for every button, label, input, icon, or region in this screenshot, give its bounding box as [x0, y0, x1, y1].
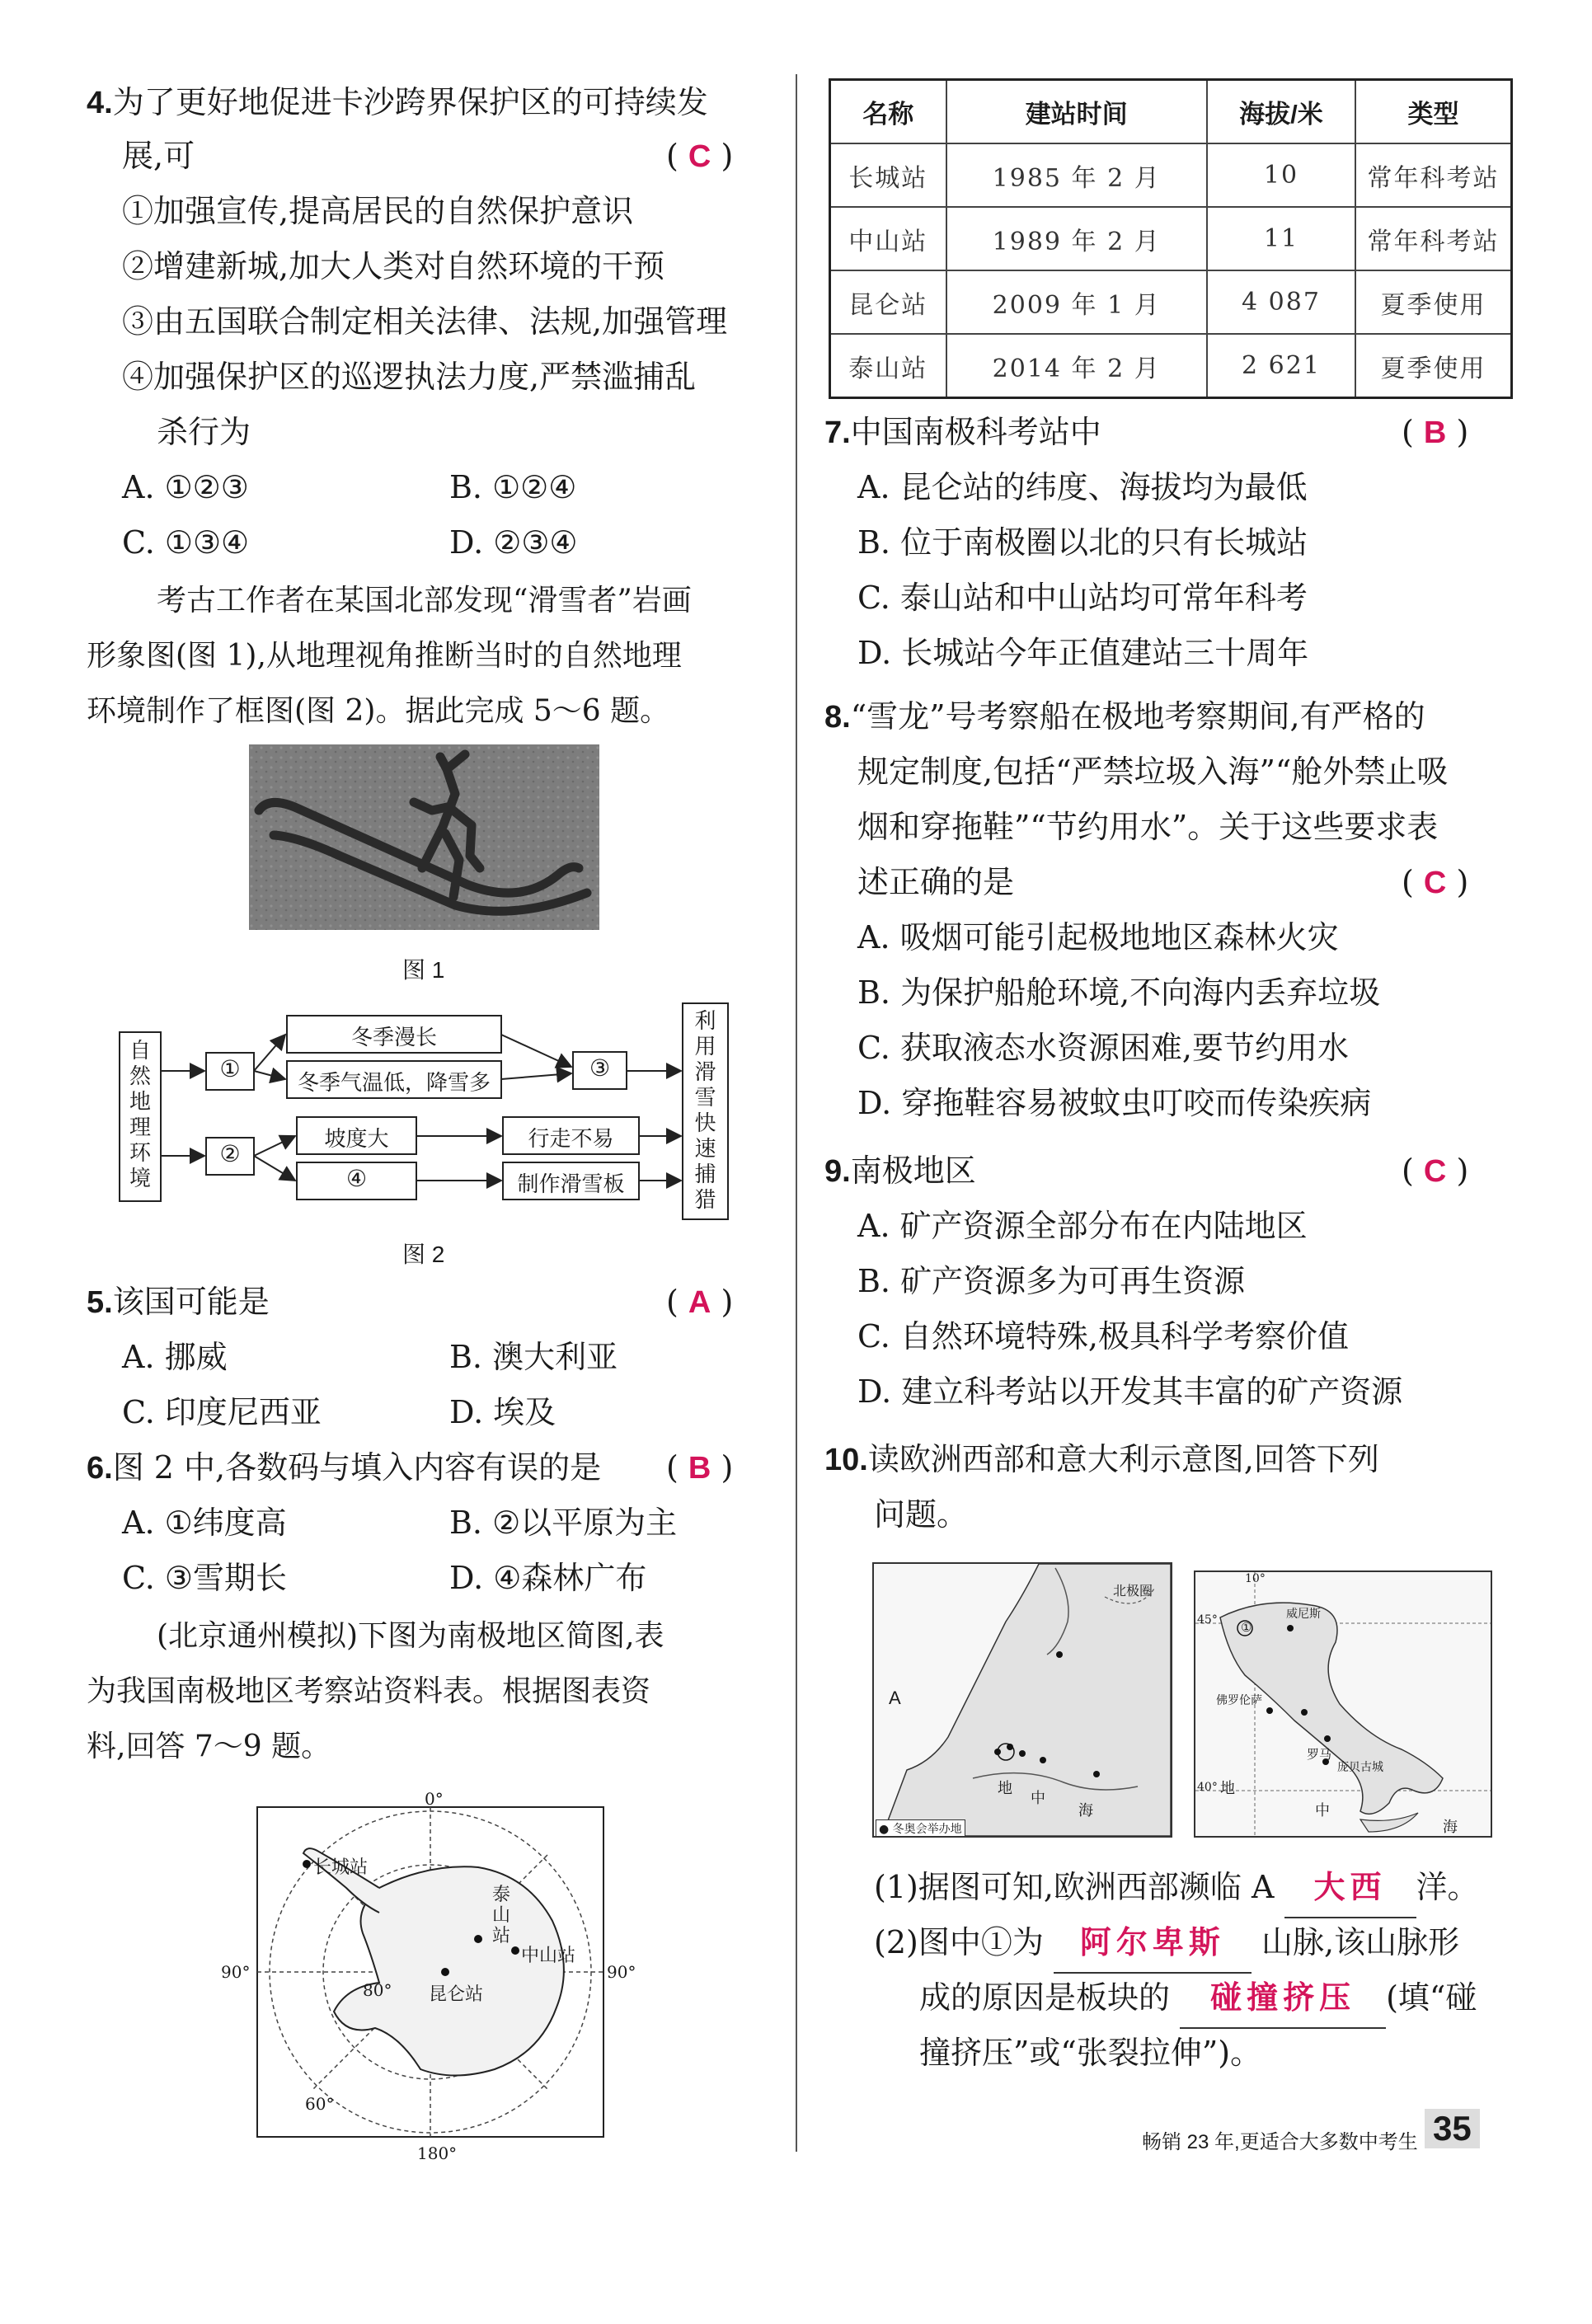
q6-option-c: C. ③雪期长 — [122, 1560, 287, 1596]
q5-option-d: D. 埃及 — [449, 1394, 556, 1430]
q10-sub3-blank[interactable]: 碰撞挤压 — [1180, 1970, 1386, 2029]
italy-lat-45: 45° — [1197, 1613, 1218, 1627]
fig2-n4: ④ — [345, 1165, 368, 1192]
q9-answer: C — [1423, 1154, 1447, 1189]
q10-stem-line2: 问题。 — [874, 1496, 969, 1533]
q4-stem-line1: 4.为了更好地促进卡沙跨界保护区的可持续发 — [87, 84, 708, 120]
q6-answer: B — [688, 1451, 711, 1486]
q5-answer: A — [688, 1285, 711, 1320]
q8-option-a: A. 吸烟可能引起极地地区森林火灾 — [857, 919, 1339, 955]
label-changcheng: 长城站 — [313, 1857, 369, 1877]
antarctic-lon-0: 0° — [425, 1789, 444, 1809]
fig2-n1: ① — [219, 1055, 241, 1082]
q8-option-b: B. 为保护船舱环境,不向海内丢弃垃圾 — [857, 974, 1381, 1011]
q5-stem: 5.该国可能是 — [87, 1284, 270, 1320]
flowchart-figure — [115, 999, 734, 1222]
q4-answer: C — [688, 139, 711, 174]
antarctic-lon-180: 180° — [417, 2143, 458, 2163]
q7-answer: B — [1423, 416, 1447, 450]
table-header-row — [830, 80, 1512, 144]
italy-label-venice: 威尼斯 — [1286, 1608, 1321, 1621]
fig2-box-winter-long: 冬季漫长 — [350, 1026, 437, 1050]
q7-option-c: C. 泰山站和中山站均可常年科考 — [857, 580, 1308, 616]
label-taishan: 泰山站 — [492, 1884, 511, 1946]
fig1-caption: 图 1 — [402, 957, 445, 983]
fig2-box-walking: 行走不易 — [528, 1127, 614, 1152]
italy-label-hai: 海 — [1443, 1819, 1458, 1836]
q9-option-a: A. 矿产资源全部分布在内陆地区 — [857, 1208, 1308, 1244]
antarctic-map — [221, 1789, 636, 2168]
q6-option-b: B. ②以平原为主 — [449, 1505, 678, 1541]
q5-option-b: B. 澳大利亚 — [449, 1339, 618, 1375]
europe-label-arctic: 北极圈 — [1113, 1583, 1153, 1599]
italy-lon-10: 10° — [1245, 1572, 1266, 1585]
europe-map — [872, 1562, 1172, 1838]
th-type: 类型 — [1355, 80, 1511, 144]
antarctic-lon-90e: 90° — [607, 1962, 636, 1982]
europe-label-a: A — [889, 1688, 901, 1708]
intro79-line2: 为我国南极地区考察站资料表。根据图表资 — [87, 1674, 651, 1708]
intro56-line1: 考古工作者在某国北部发现“滑雪者”岩画 — [157, 584, 692, 617]
q9-option-c: C. 自然环境特殊,极具科学考察价值 — [857, 1318, 1349, 1354]
antarctic-lon-90w: 90° — [221, 1962, 251, 1982]
footer-slogan: 畅销 23 年,更适合大多数中考生 — [1142, 2131, 1418, 2153]
intro56-line2: 形象图(图 1),从地理视角推断当时的自然地理 — [87, 639, 682, 673]
label-zhongshan: 中山站 — [521, 1945, 576, 1965]
q8-answer-paren: ( C ) — [1402, 864, 1469, 900]
q9-option-d: D. 建立科考站以开发其丰富的矿产资源 — [857, 1373, 1403, 1410]
column-divider — [796, 74, 797, 2152]
q6-answer-paren: ( B ) — [666, 1449, 734, 1486]
antarctic-lat-80: 80° — [363, 1980, 392, 2000]
q10-sub2: (2)图中①为 阿尔卑斯 山脉,该山脉形 — [874, 1914, 1459, 1974]
q6-stem: 6.图 2 中,各数码与填入内容有误的是 — [87, 1449, 602, 1486]
antarctic-lat-60: 60° — [305, 2094, 335, 2114]
q9-option-b: B. 矿产资源多为可再生资源 — [857, 1263, 1246, 1299]
intro79-line1: (北京通州模拟)下图为南极地区简图,表 — [157, 1619, 665, 1653]
europe-label-di: 地 — [998, 1780, 1012, 1797]
q10-stem-line1: 10.读欧洲西部和意大利示意图,回答下列 — [824, 1441, 1379, 1477]
q8-stem-line4: 述正确的是 — [857, 864, 1015, 900]
italy-lat-40: 40° — [1197, 1781, 1218, 1794]
q9-answer-paren: ( C ) — [1402, 1153, 1469, 1189]
table-row: 昆仑站 2009 年 1 月 4 087 夏季使用 — [830, 270, 1512, 334]
q8-stem-line2: 规定制度,包括“严禁垃圾入海”“舱外禁止吸 — [857, 754, 1449, 790]
q4-item-4-cont: 杀行为 — [157, 414, 251, 450]
station-table — [829, 78, 1513, 399]
q8-stem-line3: 烟和穿拖鞋”“节约用水”。关于这些要求表 — [857, 809, 1439, 845]
q7-answer-paren: ( B ) — [1402, 414, 1469, 450]
q8-option-d: D. 穿拖鞋容易被蚊虫叮咬而传染疾病 — [857, 1085, 1372, 1121]
q4-number: 4. — [87, 86, 113, 120]
q7-stem: 7.中国南极科考站中 — [824, 414, 1101, 450]
q10-sub1-blank[interactable]: 大西 — [1284, 1859, 1416, 1918]
th-name: 名称 — [830, 80, 946, 144]
q5-answer-paren: ( A ) — [666, 1284, 734, 1320]
fig2-caption: 图 2 — [402, 1242, 445, 1267]
q4-stem-line2: 展,可 — [122, 138, 195, 174]
q4-option-a: A. ①②③ — [122, 469, 249, 505]
fig2-left-box: 自然地理环境 — [129, 1039, 151, 1191]
q6-option-a: A. ①纬度高 — [122, 1505, 287, 1541]
th-altitude: 海拔/米 — [1207, 80, 1355, 144]
q5-option-a: A. 挪威 — [122, 1339, 228, 1375]
table-row: 中山站 1989 年 2 月 11 常年科考站 — [830, 207, 1512, 270]
q10-sub1: (1)据图可知,欧洲西部濒临 A 大西 洋。 — [874, 1859, 1479, 1918]
q10-sub3: 成的原因是板块的 碰撞挤压 (填“碰 — [919, 1970, 1477, 2029]
th-date: 建站时间 — [946, 80, 1207, 144]
europe-label-zhong: 中 — [1031, 1790, 1045, 1807]
page-number: 35 — [1425, 2109, 1480, 2148]
rock-painting-figure — [249, 744, 599, 930]
fig2-n2: ② — [219, 1140, 241, 1167]
fig2-box-cold-snow: 冬季气温低，降雪多 — [297, 1071, 491, 1096]
q10-sub2-blank[interactable]: 阿尔卑斯 — [1054, 1914, 1252, 1974]
europe-legend: ● 冬奥会举办地 — [876, 1819, 965, 1838]
q4-option-c: C. ①③④ — [122, 524, 250, 561]
q4-answer-paren: ( C ) — [666, 138, 734, 174]
q5-option-c: C. 印度尼西亚 — [122, 1394, 322, 1430]
italy-label-pompeii: 庞贝古城 — [1337, 1761, 1383, 1774]
fig2-box-slope: 坡度大 — [324, 1127, 389, 1152]
q8-stem-line1: 8.“雪龙”号考察船在极地考察期间,有严格的 — [824, 698, 1425, 735]
italy-map — [1194, 1570, 1492, 1838]
q10-sub4: 撞挤压”或“张裂拉伸”)。 — [919, 2035, 1262, 2071]
intro79-line3: 料,回答 7～9 题。 — [87, 1730, 331, 1763]
italy-label-rome: 罗马 — [1307, 1747, 1332, 1762]
q4-item-4: ④加强保护区的巡逻执法力度,严禁滥捕乱 — [122, 359, 697, 395]
q4-item-3: ③由五国联合制定相关法律、法规,加强管理 — [122, 303, 728, 340]
q7-option-b: B. 位于南极圈以北的只有长城站 — [857, 524, 1308, 561]
q4-item-1: ①加强宣传,提高居民的自然保护意识 — [122, 193, 634, 229]
fig2-box-skis: 制作滑雪板 — [517, 1172, 625, 1197]
q4-item-2: ②增建新城,加大人类对自然环境的干预 — [122, 248, 665, 284]
intro56-line3: 环境制作了框图(图 2)。据此完成 5～6 题。 — [87, 694, 670, 728]
q8-option-c: C. 获取液态水资源困难,要节约用水 — [857, 1030, 1349, 1066]
q7-option-a: A. 昆仑站的纬度、海拔均为最低 — [857, 469, 1308, 505]
table-row: 长城站 1985 年 2 月 10 常年科考站 — [830, 143, 1512, 207]
q6-option-d: D. ④森林广布 — [449, 1560, 647, 1596]
italy-label-zhong: 中 — [1315, 1802, 1330, 1819]
italy-label-di: 地 — [1220, 1780, 1235, 1797]
table-row: 泰山站 2014 年 2 月 2 621 夏季使用 — [830, 334, 1512, 398]
europe-label-hai: 海 — [1078, 1802, 1093, 1819]
q4-option-d: D. ②③④ — [449, 524, 578, 561]
label-kunlun: 昆仑站 — [429, 1984, 484, 2004]
italy-label-n1: ① — [1241, 1620, 1252, 1635]
fig2-n3: ③ — [589, 1054, 611, 1082]
italy-label-florence: 佛罗伦萨 — [1216, 1694, 1262, 1707]
fig2-right-box: 利用滑雪快速捕猎 — [694, 1009, 716, 1213]
q7-option-d: D. 长城站今年正值建站三十周年 — [857, 635, 1309, 671]
q9-stem: 9.南极地区 — [824, 1153, 976, 1189]
q8-answer: C — [1423, 866, 1447, 900]
q4-option-b: B. ①②④ — [449, 469, 577, 505]
